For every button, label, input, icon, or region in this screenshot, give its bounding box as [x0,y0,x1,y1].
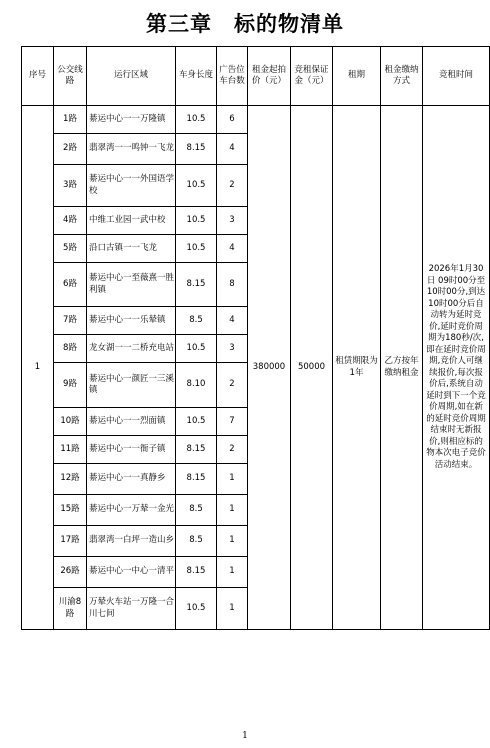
count-cell: 2 [217,363,248,408]
region-text: 綦运中心一一万隆镇 [89,113,166,124]
region-text: 翡翠湾一一鸣钟一飞龙 [89,143,175,154]
region-text: 綦运中心一一外国语学校 [89,174,175,196]
deposit-cell: 50000 [291,106,333,630]
header-start-price: 租金起拍价（元） [248,47,291,106]
length-cell: 8.15 [176,134,217,165]
header-seq: 序号 [22,47,54,106]
count-cell: 4 [217,134,248,165]
header-pay: 租金缴纳方式 [381,47,423,106]
length-cell: 10.5 [176,235,217,263]
region-cell [87,165,176,207]
region-text: 翡翠湾一白坪一造山乡 [89,535,175,546]
region-text: 綦运中心一至薇熹一胜利镇 [89,273,175,295]
header-route: 公交线路 [54,47,87,106]
length-cell: 8.15 [176,263,217,307]
count-cell: 4 [217,307,248,335]
lot-table [21,46,490,630]
region-text: 綦运中心一一衙子镇 [89,443,166,454]
page-number: 1 [242,731,248,741]
route-cell: 17路 [54,526,87,557]
page-title: 第三章 标的物清单 [146,11,344,36]
route-cell: 3路 [54,165,87,207]
length-cell: 10.5 [176,165,217,207]
length-cell: 8.15 [176,557,217,588]
region-text: 万辇火车站一万隆一合川七间 [89,597,175,619]
route-cell: 26路 [54,557,87,588]
region-text: 綦运中心一万辇一金光 [89,504,175,515]
region-cell [87,335,176,363]
header-row [22,47,490,106]
region-cell [87,588,176,630]
route-cell: 15路 [54,495,87,526]
pay-cell: 乙方按年缴纳租金 [381,106,423,630]
route-cell: 12路 [54,464,87,495]
route-cell: 9路 [54,363,87,408]
region-text: 綦运中心一颜匠一三溪镇 [89,373,175,395]
region-cell [87,408,176,436]
region-text: 沿口古镇一一飞龙 [89,242,158,253]
header-region: 运行区域 [87,47,176,106]
header-time: 竞租时间 [423,47,490,106]
route-cell: 川渝8路 [54,588,87,630]
length-cell: 10.5 [176,588,217,630]
length-cell: 10.5 [176,335,217,363]
length-cell: 8.15 [176,464,217,495]
count-cell: 1 [217,588,248,630]
length-cell: 8.5 [176,495,217,526]
length-cell: 10.5 [176,207,217,235]
region-cell [87,464,176,495]
count-cell: 6 [217,106,248,134]
region-cell [87,307,176,335]
count-cell: 1 [217,526,248,557]
count-cell: 3 [217,335,248,363]
time-cell: 2026年1月30日 09时00分至10时00分,到达10时00分后自动转为延时竞价,延时竞价周期为180秒/次,即在延时竞价周期,竞价人可继续报价,每次报价后,系统自动延时到下一个竞价周期,如在新的延时竞价周期结束时无新报价,则相应标的物本次电子竞价活动结束。 [423,106,490,630]
region-text: 綦运中心一一乐辇镇 [89,314,166,325]
length-cell: 8.5 [176,526,217,557]
route-cell: 7路 [54,307,87,335]
route-cell: 10路 [54,408,87,436]
region-cell [87,363,176,408]
region-cell [87,557,176,588]
count-cell: 1 [217,557,248,588]
route-cell: 2路 [54,134,87,165]
count-cell: 1 [217,464,248,495]
term-cell: 租赁期限为1年 [333,106,381,630]
route-cell: 8路 [54,335,87,363]
region-text: 綦运中心一中心一清平 [89,566,175,577]
region-cell [87,207,176,235]
length-cell: 10.5 [176,106,217,134]
route-cell: 11路 [54,436,87,464]
seq-cell: 1 [22,106,54,630]
header-term: 租期 [333,47,381,106]
count-cell: 2 [217,436,248,464]
region-cell [87,526,176,557]
region-cell [87,134,176,165]
length-cell: 8.5 [176,307,217,335]
region-text: 龙女湖一一二桥充电站 [89,342,175,353]
length-cell: 8.10 [176,363,217,408]
region-cell [87,263,176,307]
region-cell [87,436,176,464]
region-cell [87,106,176,134]
region-text: 中维工业园一武中校 [89,214,166,225]
count-cell: 7 [217,408,248,436]
route-cell: 5路 [54,235,87,263]
header-count: 广告位车台数 [217,47,248,106]
region-text: 綦运中心一一真静乡 [89,473,166,484]
route-cell: 1路 [54,106,87,134]
region-cell [87,235,176,263]
header-deposit: 竞租保证金（元） [291,47,333,106]
count-cell: 8 [217,263,248,307]
length-cell: 8.15 [176,436,217,464]
table-row [22,106,490,134]
count-cell: 4 [217,235,248,263]
count-cell: 3 [217,207,248,235]
region-text: 綦运中心一一烈面镇 [89,415,166,426]
region-cell [87,495,176,526]
count-cell: 2 [217,165,248,207]
length-cell: 10.5 [176,408,217,436]
route-cell: 6路 [54,263,87,307]
header-length: 车身长度 [176,47,217,106]
route-cell: 4路 [54,207,87,235]
start-price-cell: 380000 [248,106,291,630]
count-cell: 1 [217,495,248,526]
